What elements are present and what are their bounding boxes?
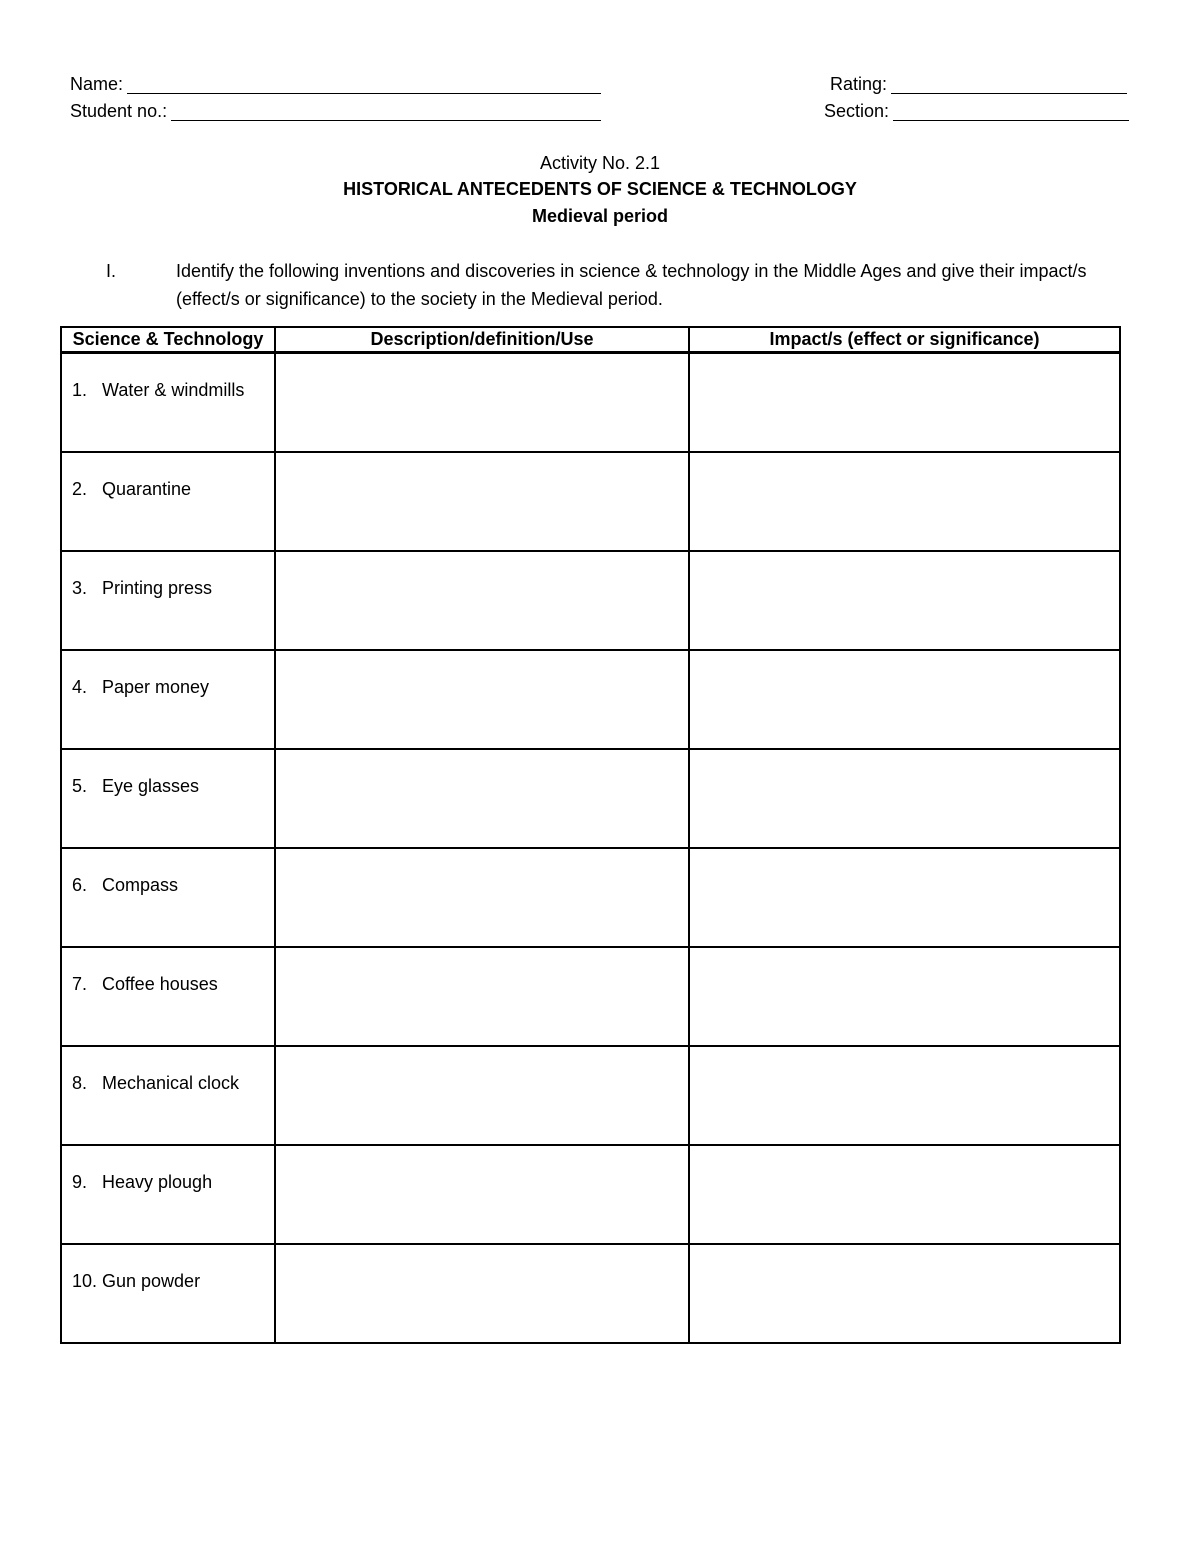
item-cell bbox=[61, 1145, 275, 1244]
item-number: 3. bbox=[72, 578, 88, 598]
description-cell[interactable] bbox=[275, 353, 689, 453]
instruction-numeral: I. bbox=[106, 261, 117, 281]
item-label: Water & windmills bbox=[102, 380, 245, 400]
description-cell[interactable] bbox=[275, 749, 689, 848]
item-number: 7. bbox=[72, 974, 88, 994]
item-number: 9. bbox=[72, 1172, 88, 1192]
impact-cell[interactable] bbox=[689, 947, 1120, 1046]
item-label: Quarantine bbox=[102, 479, 192, 499]
table-header-row bbox=[61, 327, 1120, 353]
table-row bbox=[61, 650, 1120, 749]
item-label: Compass bbox=[102, 875, 179, 895]
table-row bbox=[61, 1244, 1120, 1343]
name-blank-line[interactable] bbox=[127, 75, 601, 94]
impact-cell[interactable] bbox=[689, 848, 1120, 947]
item-label: Coffee houses bbox=[102, 974, 218, 994]
impact-cell[interactable] bbox=[689, 1244, 1120, 1343]
table-row bbox=[61, 947, 1120, 1046]
description-cell[interactable] bbox=[275, 848, 689, 947]
impact-cell[interactable] bbox=[689, 353, 1120, 453]
section-blank-line[interactable] bbox=[893, 102, 1129, 121]
column-header-description: Description/definition/Use bbox=[275, 327, 689, 353]
item-number: 10. bbox=[72, 1271, 98, 1291]
name-field bbox=[70, 74, 601, 94]
item-cell bbox=[61, 452, 275, 551]
description-cell[interactable] bbox=[275, 551, 689, 650]
table-row bbox=[61, 749, 1120, 848]
activity-table bbox=[60, 326, 1121, 1344]
impact-cell[interactable] bbox=[689, 1046, 1120, 1145]
page-title: HISTORICAL ANTECEDENTS OF SCIENCE & TECHNOLOGY bbox=[343, 179, 857, 199]
item-cell bbox=[61, 551, 275, 650]
item-label: Printing press bbox=[102, 578, 213, 598]
title-block bbox=[0, 150, 1200, 229]
item-cell bbox=[61, 1244, 275, 1343]
item-label: Gun powder bbox=[102, 1271, 201, 1291]
table-row bbox=[61, 848, 1120, 947]
table-row bbox=[61, 1145, 1120, 1244]
rating-blank-line[interactable] bbox=[891, 75, 1127, 94]
table-row bbox=[61, 1046, 1120, 1145]
description-cell[interactable] bbox=[275, 1244, 689, 1343]
name-label: Name: bbox=[70, 74, 124, 94]
description-cell[interactable] bbox=[275, 1145, 689, 1244]
activity-number: Activity No. 2.1 bbox=[539, 153, 661, 173]
item-cell bbox=[61, 947, 275, 1046]
impact-cell[interactable] bbox=[689, 1145, 1120, 1244]
student-no-field bbox=[70, 101, 601, 121]
description-cell[interactable] bbox=[275, 947, 689, 1046]
item-cell bbox=[61, 749, 275, 848]
item-cell bbox=[61, 353, 275, 453]
item-label: Eye glasses bbox=[102, 776, 200, 796]
page-subtitle: Medieval period bbox=[531, 206, 669, 226]
impact-cell[interactable] bbox=[689, 650, 1120, 749]
item-cell bbox=[61, 650, 275, 749]
instruction bbox=[106, 257, 1106, 313]
table-row bbox=[61, 551, 1120, 650]
column-header-science-technology: Science & Technology bbox=[61, 327, 275, 353]
description-cell[interactable] bbox=[275, 452, 689, 551]
item-number: 1. bbox=[72, 380, 88, 400]
description-cell[interactable] bbox=[275, 1046, 689, 1145]
item-number: 8. bbox=[72, 1073, 88, 1093]
section-label: Section: bbox=[824, 101, 890, 121]
item-label: Paper money bbox=[102, 677, 210, 697]
student-no-label: Student no.: bbox=[70, 101, 168, 121]
rating-field bbox=[830, 74, 1127, 94]
table-row bbox=[61, 452, 1120, 551]
item-label: Mechanical clock bbox=[102, 1073, 240, 1093]
rating-label: Rating: bbox=[830, 74, 888, 94]
description-cell[interactable] bbox=[275, 650, 689, 749]
item-cell bbox=[61, 1046, 275, 1145]
item-number: 2. bbox=[72, 479, 88, 499]
item-number: 4. bbox=[72, 677, 88, 697]
item-number: 5. bbox=[72, 776, 88, 796]
column-header-impact: Impact/s (effect or significance) bbox=[689, 327, 1120, 353]
impact-cell[interactable] bbox=[689, 551, 1120, 650]
impact-cell[interactable] bbox=[689, 452, 1120, 551]
student-no-blank-line[interactable] bbox=[171, 102, 601, 121]
table-row bbox=[61, 353, 1120, 453]
item-number: 6. bbox=[72, 875, 88, 895]
impact-cell[interactable] bbox=[689, 749, 1120, 848]
section-field bbox=[824, 101, 1129, 121]
instruction-text: Identify the following inventions and discoveries in science & technology in the Middle Ages and give their impact/s (effect/s or significance) to the society in the Medieval period. bbox=[176, 261, 1087, 309]
item-label: Heavy plough bbox=[102, 1172, 213, 1192]
item-cell bbox=[61, 848, 275, 947]
